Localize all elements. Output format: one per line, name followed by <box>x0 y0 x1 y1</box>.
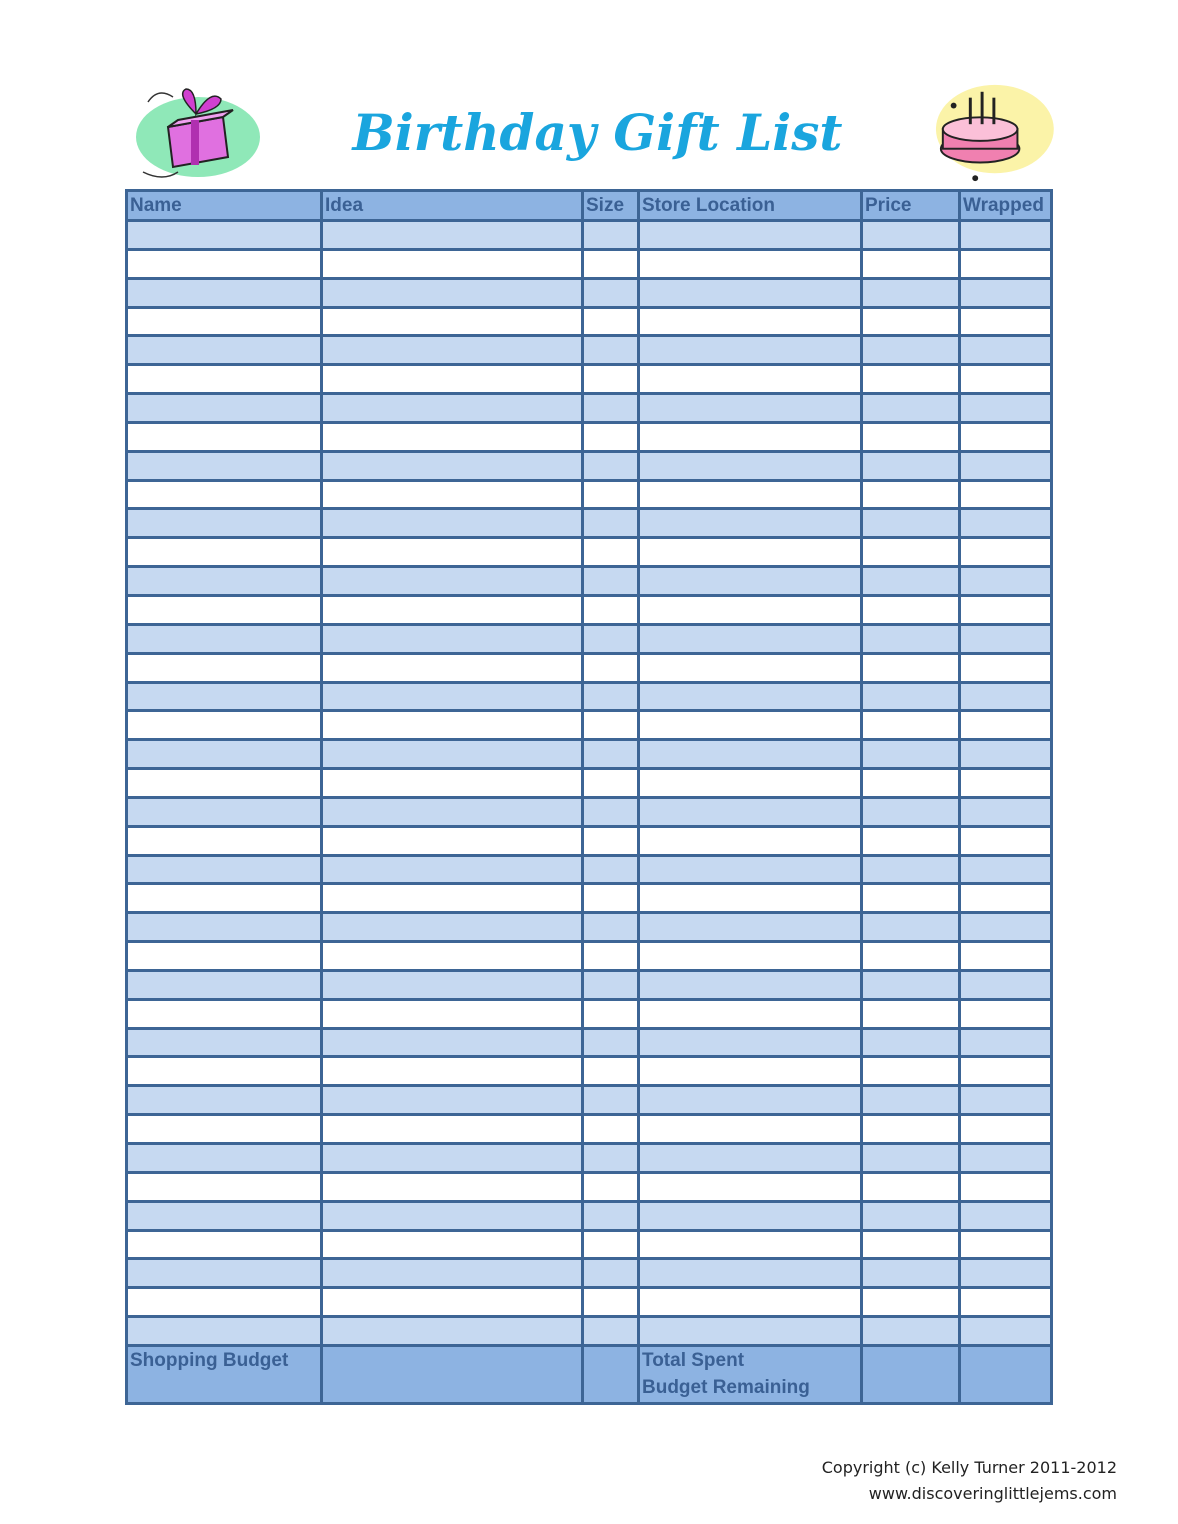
cell-size[interactable] <box>583 797 639 826</box>
cell-wrapped[interactable] <box>960 826 1052 855</box>
cell-price[interactable] <box>862 624 960 653</box>
cell-store-location[interactable] <box>639 913 862 942</box>
cell-store-location[interactable] <box>639 480 862 509</box>
cell-wrapped[interactable] <box>960 740 1052 769</box>
cell-size[interactable] <box>583 769 639 798</box>
cell-store-location[interactable] <box>639 1086 862 1115</box>
cell-price[interactable] <box>862 913 960 942</box>
cell-idea[interactable] <box>322 711 583 740</box>
cell-size[interactable] <box>583 1028 639 1057</box>
cell-price[interactable] <box>862 480 960 509</box>
cell-store-location[interactable] <box>639 711 862 740</box>
cell-name[interactable] <box>127 769 322 798</box>
table-row <box>127 509 1052 538</box>
cell-price[interactable] <box>862 884 960 913</box>
cell-wrapped[interactable] <box>960 1086 1052 1115</box>
cell-price[interactable] <box>862 942 960 971</box>
cell-idea[interactable] <box>322 221 583 250</box>
column-header-price: Price <box>862 191 960 221</box>
cell-store-location[interactable] <box>639 1317 862 1346</box>
cell-name[interactable] <box>127 221 322 250</box>
cell-wrapped[interactable] <box>960 884 1052 913</box>
cell-name[interactable] <box>127 942 322 971</box>
cell-size[interactable] <box>583 221 639 250</box>
cell-size[interactable] <box>583 1172 639 1201</box>
cell-store-location[interactable] <box>639 1259 862 1288</box>
cell-price[interactable] <box>862 797 960 826</box>
cell-price[interactable] <box>862 538 960 567</box>
cell-store-location[interactable] <box>639 826 862 855</box>
cell-idea[interactable] <box>322 365 583 394</box>
cell-store-location[interactable] <box>639 740 862 769</box>
table-row <box>127 307 1052 336</box>
cell-idea[interactable] <box>322 769 583 798</box>
cell-name[interactable] <box>127 1288 322 1317</box>
table-row <box>127 769 1052 798</box>
cell-idea[interactable] <box>322 855 583 884</box>
cell-idea[interactable] <box>322 249 583 278</box>
cell-wrapped[interactable] <box>960 1028 1052 1057</box>
cell-store-location[interactable] <box>639 394 862 423</box>
cell-idea[interactable] <box>322 740 583 769</box>
table-row <box>127 1028 1052 1057</box>
budget-remaining-label: Budget Remaining <box>642 1376 810 1398</box>
cell-name[interactable] <box>127 480 322 509</box>
cell-price[interactable] <box>862 249 960 278</box>
cell-name[interactable] <box>127 1115 322 1144</box>
cell-price[interactable] <box>862 509 960 538</box>
cell-store-location[interactable] <box>639 855 862 884</box>
cell-price[interactable] <box>862 422 960 451</box>
cell-name[interactable] <box>127 1259 322 1288</box>
table-row <box>127 797 1052 826</box>
cell-idea[interactable] <box>322 1288 583 1317</box>
cell-store-location[interactable] <box>639 595 862 624</box>
table-row <box>127 1172 1052 1201</box>
cell-size[interactable] <box>583 422 639 451</box>
cell-wrapped[interactable] <box>960 1259 1052 1288</box>
table-row <box>127 711 1052 740</box>
cell-wrapped[interactable] <box>960 1172 1052 1201</box>
cell-wrapped[interactable] <box>960 769 1052 798</box>
cell-store-location[interactable] <box>639 422 862 451</box>
cell-price[interactable] <box>862 595 960 624</box>
cell-name[interactable] <box>127 1230 322 1259</box>
cell-idea[interactable] <box>322 538 583 567</box>
table-row <box>127 1115 1052 1144</box>
cell-price[interactable] <box>862 769 960 798</box>
cell-name[interactable] <box>127 1057 322 1086</box>
cell-price[interactable] <box>862 826 960 855</box>
cell-price[interactable] <box>862 1288 960 1317</box>
cell-idea[interactable] <box>322 624 583 653</box>
cell-idea[interactable] <box>322 1028 583 1057</box>
cell-store-location[interactable] <box>639 1144 862 1173</box>
cell-wrapped[interactable] <box>960 365 1052 394</box>
cell-idea[interactable] <box>322 480 583 509</box>
shopping-budget-value[interactable] <box>322 1345 583 1403</box>
table-row <box>127 1259 1052 1288</box>
cell-name[interactable] <box>127 913 322 942</box>
cell-idea[interactable] <box>322 394 583 423</box>
cell-price[interactable] <box>862 1230 960 1259</box>
cell-name[interactable] <box>127 999 322 1028</box>
cell-idea[interactable] <box>322 1230 583 1259</box>
cell-store-location[interactable] <box>639 509 862 538</box>
cell-price[interactable] <box>862 567 960 596</box>
cell-name[interactable] <box>127 365 322 394</box>
column-header-size: Size <box>583 191 639 221</box>
cell-name[interactable] <box>127 336 322 365</box>
totals-price-value[interactable] <box>862 1345 960 1403</box>
column-header-store-location: Store Location <box>639 191 862 221</box>
cell-size[interactable] <box>583 1057 639 1086</box>
cell-store-location[interactable] <box>639 624 862 653</box>
cell-idea[interactable] <box>322 336 583 365</box>
cell-wrapped[interactable] <box>960 336 1052 365</box>
cell-idea[interactable] <box>322 1115 583 1144</box>
cell-store-location[interactable] <box>639 1230 862 1259</box>
cell-idea[interactable] <box>322 682 583 711</box>
cell-wrapped[interactable] <box>960 653 1052 682</box>
cell-price[interactable] <box>862 394 960 423</box>
table-row <box>127 567 1052 596</box>
cell-price[interactable] <box>862 1172 960 1201</box>
cell-name[interactable] <box>127 1172 322 1201</box>
cell-name[interactable] <box>127 855 322 884</box>
cell-size[interactable] <box>583 336 639 365</box>
cell-wrapped[interactable] <box>960 999 1052 1028</box>
table-row <box>127 538 1052 567</box>
cell-idea[interactable] <box>322 797 583 826</box>
cell-name[interactable] <box>127 538 322 567</box>
cell-wrapped[interactable] <box>960 970 1052 999</box>
cell-price[interactable] <box>862 1201 960 1230</box>
cell-wrapped[interactable] <box>960 624 1052 653</box>
cell-idea[interactable] <box>322 1317 583 1346</box>
cell-idea[interactable] <box>322 278 583 307</box>
cell-size[interactable] <box>583 1288 639 1317</box>
cell-wrapped[interactable] <box>960 682 1052 711</box>
cell-price[interactable] <box>862 451 960 480</box>
footer-row <box>127 1345 1052 1403</box>
cell-price[interactable] <box>862 999 960 1028</box>
table-row <box>127 855 1052 884</box>
column-header-name: Name <box>127 191 322 221</box>
cell-size[interactable] <box>583 278 639 307</box>
cell-size[interactable] <box>583 740 639 769</box>
cell-name[interactable] <box>127 595 322 624</box>
cell-price[interactable] <box>862 1317 960 1346</box>
table-row <box>127 1317 1052 1346</box>
cell-name[interactable] <box>127 249 322 278</box>
page-title: Birthday Gift List <box>352 103 843 162</box>
cell-size[interactable] <box>583 451 639 480</box>
table-row <box>127 595 1052 624</box>
cell-idea[interactable] <box>322 1201 583 1230</box>
cell-size[interactable] <box>583 884 639 913</box>
cell-idea[interactable] <box>322 1172 583 1201</box>
cell-name[interactable] <box>127 970 322 999</box>
cell-wrapped[interactable] <box>960 711 1052 740</box>
table-row <box>127 970 1052 999</box>
cell-size[interactable] <box>583 538 639 567</box>
cell-name[interactable] <box>127 740 322 769</box>
totals-wrapped-value[interactable] <box>960 1345 1052 1403</box>
copyright-block <box>822 1455 1117 1507</box>
cell-size[interactable] <box>583 307 639 336</box>
table-row <box>127 1288 1052 1317</box>
totals-labels <box>639 1345 862 1403</box>
cell-wrapped[interactable] <box>960 278 1052 307</box>
cell-idea[interactable] <box>322 884 583 913</box>
cell-wrapped[interactable] <box>960 855 1052 884</box>
cell-store-location[interactable] <box>639 970 862 999</box>
cell-price[interactable] <box>862 970 960 999</box>
footer-empty-cell <box>583 1345 639 1403</box>
cell-store-location[interactable] <box>639 682 862 711</box>
cell-size[interactable] <box>583 970 639 999</box>
cell-wrapped[interactable] <box>960 567 1052 596</box>
cell-size[interactable] <box>583 509 639 538</box>
gift-box-icon <box>128 82 263 187</box>
cell-size[interactable] <box>583 999 639 1028</box>
cell-size[interactable] <box>583 1317 639 1346</box>
cell-name[interactable] <box>127 1201 322 1230</box>
table-row <box>127 451 1052 480</box>
cell-name[interactable] <box>127 394 322 423</box>
table-row <box>127 336 1052 365</box>
cell-wrapped[interactable] <box>960 221 1052 250</box>
cell-store-location[interactable] <box>639 1115 862 1144</box>
cell-wrapped[interactable] <box>960 509 1052 538</box>
table-row <box>127 884 1052 913</box>
cell-size[interactable] <box>583 711 639 740</box>
cell-size[interactable] <box>583 826 639 855</box>
cell-idea[interactable] <box>322 1057 583 1086</box>
cell-price[interactable] <box>862 1115 960 1144</box>
cell-store-location[interactable] <box>639 1028 862 1057</box>
cell-name[interactable] <box>127 884 322 913</box>
cell-store-location[interactable] <box>639 1057 862 1086</box>
cell-idea[interactable] <box>322 1144 583 1173</box>
table-row <box>127 394 1052 423</box>
cell-size[interactable] <box>583 653 639 682</box>
total-spent-label: Total Spent <box>642 1349 745 1371</box>
cell-wrapped[interactable] <box>960 394 1052 423</box>
cell-idea[interactable] <box>322 653 583 682</box>
cell-name[interactable] <box>127 624 322 653</box>
cell-wrapped[interactable] <box>960 451 1052 480</box>
table-row <box>127 999 1052 1028</box>
table-row <box>127 278 1052 307</box>
cell-name[interactable] <box>127 826 322 855</box>
table-row <box>127 1201 1052 1230</box>
cell-name[interactable] <box>127 1144 322 1173</box>
cell-price[interactable] <box>862 307 960 336</box>
cell-name[interactable] <box>127 1317 322 1346</box>
cell-price[interactable] <box>862 1057 960 1086</box>
cell-price[interactable] <box>862 278 960 307</box>
table-row <box>127 826 1052 855</box>
cell-store-location[interactable] <box>639 1172 862 1201</box>
table-row <box>127 480 1052 509</box>
cell-idea[interactable] <box>322 826 583 855</box>
cell-size[interactable] <box>583 913 639 942</box>
cell-price[interactable] <box>862 365 960 394</box>
cell-size[interactable] <box>583 1201 639 1230</box>
cell-wrapped[interactable] <box>960 249 1052 278</box>
cell-wrapped[interactable] <box>960 422 1052 451</box>
cell-price[interactable] <box>862 1028 960 1057</box>
cell-store-location[interactable] <box>639 942 862 971</box>
cell-idea[interactable] <box>322 451 583 480</box>
copyright-text: Copyright (c) Kelly Turner 2011-2012 <box>821 1458 1117 1477</box>
cell-wrapped[interactable] <box>960 1144 1052 1173</box>
cell-price[interactable] <box>862 336 960 365</box>
cell-price[interactable] <box>862 855 960 884</box>
column-header-wrapped: Wrapped <box>960 191 1052 221</box>
column-header-idea: Idea <box>322 191 583 221</box>
table-row <box>127 913 1052 942</box>
birthday-cake-icon <box>920 80 1055 188</box>
table-row <box>127 624 1052 653</box>
cell-idea[interactable] <box>322 1259 583 1288</box>
cell-price[interactable] <box>862 221 960 250</box>
cell-size[interactable] <box>583 1230 639 1259</box>
cell-size[interactable] <box>583 942 639 971</box>
cell-price[interactable] <box>862 1144 960 1173</box>
cell-size[interactable] <box>583 567 639 596</box>
cell-idea[interactable] <box>322 1086 583 1115</box>
cell-store-location[interactable] <box>639 307 862 336</box>
cell-size[interactable] <box>583 1115 639 1144</box>
cell-wrapped[interactable] <box>960 1317 1052 1346</box>
cell-store-location[interactable] <box>639 451 862 480</box>
cell-name[interactable] <box>127 1086 322 1115</box>
cell-wrapped[interactable] <box>960 942 1052 971</box>
table-row <box>127 653 1052 682</box>
cell-wrapped[interactable] <box>960 1115 1052 1144</box>
cell-store-location[interactable] <box>639 336 862 365</box>
cell-size[interactable] <box>583 394 639 423</box>
cell-store-location[interactable] <box>639 249 862 278</box>
cell-size[interactable] <box>583 1086 639 1115</box>
cell-idea[interactable] <box>322 595 583 624</box>
cell-size[interactable] <box>583 595 639 624</box>
cell-size[interactable] <box>583 480 639 509</box>
cell-store-location[interactable] <box>639 538 862 567</box>
cell-name[interactable] <box>127 711 322 740</box>
cell-name[interactable] <box>127 653 322 682</box>
cell-store-location[interactable] <box>639 221 862 250</box>
cell-store-location[interactable] <box>639 884 862 913</box>
cell-idea[interactable] <box>322 422 583 451</box>
table-row <box>127 682 1052 711</box>
cell-wrapped[interactable] <box>960 797 1052 826</box>
cell-price[interactable] <box>862 1259 960 1288</box>
cell-name[interactable] <box>127 1028 322 1057</box>
cell-size[interactable] <box>583 1259 639 1288</box>
cell-idea[interactable] <box>322 913 583 942</box>
website-link[interactable]: www.discoveringlittlejems.com <box>868 1484 1117 1503</box>
cell-name[interactable] <box>127 278 322 307</box>
cell-idea[interactable] <box>322 567 583 596</box>
cell-store-location[interactable] <box>639 278 862 307</box>
cell-price[interactable] <box>862 1086 960 1115</box>
table-row <box>127 942 1052 971</box>
header-row <box>127 191 1052 221</box>
cell-wrapped[interactable] <box>960 1288 1052 1317</box>
table-row <box>127 221 1052 250</box>
cell-wrapped[interactable] <box>960 307 1052 336</box>
cell-wrapped[interactable] <box>960 1201 1052 1230</box>
cell-price[interactable] <box>862 653 960 682</box>
shopping-budget-label: Shopping Budget <box>127 1345 322 1403</box>
table-row <box>127 1230 1052 1259</box>
cell-idea[interactable] <box>322 307 583 336</box>
cell-price[interactable] <box>862 711 960 740</box>
cell-price[interactable] <box>862 682 960 711</box>
cell-store-location[interactable] <box>639 365 862 394</box>
cell-idea[interactable] <box>322 509 583 538</box>
table-row <box>127 365 1052 394</box>
cell-store-location[interactable] <box>639 1288 862 1317</box>
cell-store-location[interactable] <box>639 769 862 798</box>
cell-idea[interactable] <box>322 942 583 971</box>
cell-name[interactable] <box>127 509 322 538</box>
cell-wrapped[interactable] <box>960 1057 1052 1086</box>
table-row <box>127 1086 1052 1115</box>
cell-name[interactable] <box>127 307 322 336</box>
cell-name[interactable] <box>127 451 322 480</box>
cell-price[interactable] <box>862 740 960 769</box>
cell-size[interactable] <box>583 682 639 711</box>
cell-store-location[interactable] <box>639 999 862 1028</box>
gift-list-table <box>125 189 1053 1405</box>
cell-wrapped[interactable] <box>960 480 1052 509</box>
table-row <box>127 1057 1052 1086</box>
cell-size[interactable] <box>583 1144 639 1173</box>
cell-store-location[interactable] <box>639 1201 862 1230</box>
cell-store-location[interactable] <box>639 567 862 596</box>
cell-idea[interactable] <box>322 970 583 999</box>
cell-wrapped[interactable] <box>960 538 1052 567</box>
cell-name[interactable] <box>127 422 322 451</box>
cell-name[interactable] <box>127 797 322 826</box>
cell-size[interactable] <box>583 855 639 884</box>
cell-store-location[interactable] <box>639 797 862 826</box>
table-row <box>127 740 1052 769</box>
cell-idea[interactable] <box>322 999 583 1028</box>
cell-size[interactable] <box>583 249 639 278</box>
table-row <box>127 422 1052 451</box>
cell-wrapped[interactable] <box>960 1230 1052 1259</box>
table-row <box>127 249 1052 278</box>
cell-size[interactable] <box>583 624 639 653</box>
cell-wrapped[interactable] <box>960 913 1052 942</box>
cell-store-location[interactable] <box>639 653 862 682</box>
cell-name[interactable] <box>127 682 322 711</box>
cell-name[interactable] <box>127 567 322 596</box>
cell-wrapped[interactable] <box>960 595 1052 624</box>
cell-size[interactable] <box>583 365 639 394</box>
table-row <box>127 1144 1052 1173</box>
